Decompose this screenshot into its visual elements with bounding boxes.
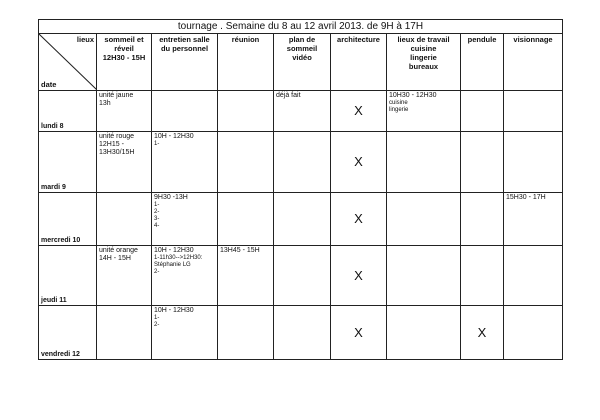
- column-header: [461, 34, 504, 91]
- cell-note: 1-: [154, 141, 160, 147]
- column-header-line: visionnage: [513, 35, 553, 44]
- column-header: [97, 34, 152, 91]
- table-cell: [97, 132, 152, 193]
- cell-note: 2-: [154, 269, 160, 275]
- cell-text: 13h: [99, 100, 111, 107]
- cell-text: 10H - 12H30: [154, 307, 194, 314]
- table-cell: [504, 246, 563, 306]
- table-cell: [97, 193, 152, 246]
- x-mark: X: [354, 267, 363, 283]
- table-cell: [97, 246, 152, 306]
- cell-note: 1-: [154, 315, 160, 321]
- schedule-table: [38, 19, 563, 360]
- column-header-line: bureaux: [408, 62, 439, 71]
- cell-note: 2-: [154, 209, 160, 215]
- table-cell: [504, 132, 563, 193]
- x-mark: X: [354, 324, 363, 340]
- table-cell: [97, 91, 152, 132]
- corner-lieux-label: lieux: [76, 35, 94, 44]
- cell-note: lingerie: [389, 107, 409, 113]
- column-header: [504, 34, 563, 91]
- cell-text: 10H - 12H30: [154, 133, 194, 140]
- x-mark: X: [354, 103, 363, 118]
- cell-note: Stéphanie LG: [154, 262, 191, 268]
- column-header-line: lieux de travail: [397, 35, 450, 44]
- table-cell: [152, 193, 218, 246]
- table-cell: [461, 132, 504, 193]
- table-row: [39, 91, 563, 132]
- table-cell: [152, 246, 218, 306]
- cell-text: 14H - 15H: [99, 255, 131, 262]
- table-cell: [387, 246, 461, 306]
- column-header-line: architecture: [337, 35, 380, 44]
- x-mark: X: [354, 211, 363, 226]
- table-cell: [274, 306, 331, 360]
- table-cell: [461, 91, 504, 132]
- cell-text: 12H15 -: [99, 141, 124, 148]
- table-cell: [504, 306, 563, 360]
- cell-text: unité rouge: [99, 133, 135, 140]
- table-title: tournage . Semaine du 8 au 12 avril 2013. de 9H à 17H: [39, 20, 563, 34]
- table-cell: [152, 91, 218, 132]
- cell-note: 2-: [154, 322, 160, 328]
- table-cell: [331, 246, 387, 306]
- corner-date-label: date: [41, 80, 57, 89]
- day-label: mardi 9: [39, 132, 97, 193]
- cell-text: déjà fait: [276, 92, 301, 99]
- cell-note: 1-11h30-->12H30:: [154, 255, 203, 261]
- schedule-sheet: [38, 19, 562, 384]
- column-header-line: vidéo: [292, 53, 312, 62]
- table-cell: [218, 246, 274, 306]
- table-row: [39, 193, 563, 246]
- table-cell: [504, 193, 563, 246]
- cell-text: 10H30 - 12H30: [389, 92, 437, 99]
- column-header-line: sommeil et: [104, 35, 144, 44]
- table-cell: [461, 306, 504, 360]
- cell-text: 10H - 12H30: [154, 247, 194, 254]
- column-header: [152, 34, 218, 91]
- cell-note: 4-: [154, 223, 160, 229]
- x-mark: X: [477, 324, 487, 340]
- x-mark: X: [354, 154, 363, 169]
- cell-text: 9H30 -13H: [154, 194, 188, 201]
- day-label: vendredi 12: [39, 306, 97, 360]
- column-header: [274, 34, 331, 91]
- table-cell: [331, 306, 387, 360]
- cell-text: unité jaune: [99, 92, 134, 99]
- column-header-line: sommeil: [286, 44, 318, 53]
- cell-note: 1-: [154, 202, 160, 208]
- cell-text: 13H45 - 15H: [220, 247, 260, 254]
- column-header-line: cuisine: [410, 44, 437, 53]
- day-label: jeudi 11: [39, 246, 97, 306]
- cell-text: 15H30 - 17H: [506, 194, 546, 201]
- table-cell: [387, 306, 461, 360]
- column-header-line: plan de: [288, 35, 316, 44]
- table-cell: [218, 132, 274, 193]
- table-cell: [387, 132, 461, 193]
- table-cell: [152, 132, 218, 193]
- table-cell: [387, 91, 461, 132]
- cell-text: 13H30/15H: [99, 149, 135, 156]
- table-cell: [218, 193, 274, 246]
- table-cell: [461, 246, 504, 306]
- table-cell: [331, 132, 387, 193]
- column-header-line: pendule: [467, 35, 497, 44]
- column-header: [331, 34, 387, 91]
- table-cell: [331, 91, 387, 132]
- table-row: [39, 306, 563, 360]
- column-header: [218, 34, 274, 91]
- table-cell: [152, 306, 218, 360]
- table-cell: [461, 193, 504, 246]
- column-header-line: du personnel: [160, 44, 209, 53]
- table-cell: [97, 306, 152, 360]
- header-row: [39, 34, 563, 91]
- table-row: [39, 132, 563, 193]
- day-label: lundi 8: [39, 91, 97, 132]
- table-cell: [331, 193, 387, 246]
- cell-note: 3-: [154, 216, 160, 222]
- table-cell: [274, 193, 331, 246]
- table-cell: [274, 91, 331, 132]
- column-header-line: réveil: [114, 44, 134, 53]
- table-cell: [387, 193, 461, 246]
- table-row: [39, 246, 563, 306]
- table-cell: [274, 132, 331, 193]
- title-row: [39, 20, 563, 34]
- cell-text: unité orange: [99, 247, 138, 254]
- table-cell: [218, 306, 274, 360]
- cell-note: cuisine: [389, 100, 408, 106]
- column-header-line: 12H30 - 15H: [102, 53, 146, 62]
- corner-header: [39, 34, 97, 91]
- column-header-line: réunion: [231, 35, 260, 44]
- column-header-line: entretien salle: [159, 35, 210, 44]
- table-cell: [504, 91, 563, 132]
- table-cell: [274, 246, 331, 306]
- table-cell: [218, 91, 274, 132]
- day-label: mercredi 10: [39, 193, 97, 246]
- column-header-line: lingerie: [410, 53, 437, 62]
- column-header: [387, 34, 461, 91]
